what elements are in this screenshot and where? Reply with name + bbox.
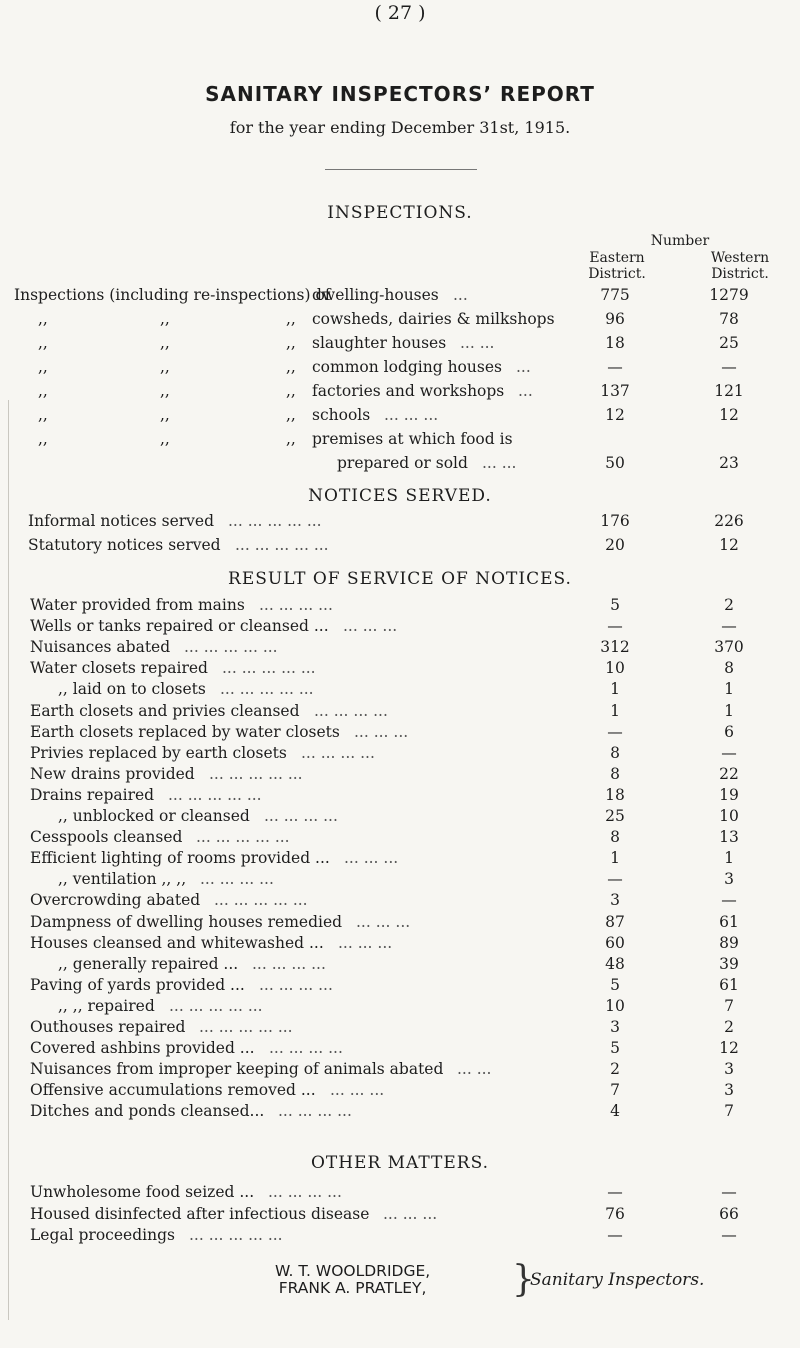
western-value: — xyxy=(721,1183,737,1201)
western-value: 1 xyxy=(724,849,734,868)
ditto-mark: ,, xyxy=(286,382,296,400)
row-label: Unwholesome food seized ... xyxy=(30,1183,255,1201)
eastern-value: — xyxy=(607,358,623,376)
leader-dots: ... ... ... ... xyxy=(268,1183,342,1201)
eastern-district-header xyxy=(572,250,662,282)
row-label: ,, laid on to closets xyxy=(58,680,206,699)
ditto-mark: ,, xyxy=(286,406,296,424)
table-row xyxy=(0,310,800,336)
inspections-heading: INSPECTIONS. xyxy=(327,203,473,223)
western-value: 39 xyxy=(719,954,739,973)
western-value: 10 xyxy=(719,807,739,825)
row-label: schools xyxy=(312,406,371,424)
leader-dots: ... ... ... ... xyxy=(259,596,333,614)
row-label: premises at which food is xyxy=(312,430,513,448)
eastern-value: 137 xyxy=(600,382,630,400)
table-row xyxy=(0,430,800,456)
leader-dots: ... ... ... ... ... xyxy=(222,659,316,678)
eastern-value: 2 xyxy=(610,1060,620,1079)
ditto-mark: ,, xyxy=(160,310,170,328)
leader-dots: ... ... ... ... xyxy=(301,743,375,762)
eastern-header-line2: District. xyxy=(588,266,646,282)
row-label: Offensive accumulations removed ... xyxy=(30,1081,316,1100)
leader-dots: ... ... ... xyxy=(384,406,439,424)
leader-dots: ... ... ... ... xyxy=(269,1039,343,1058)
row-label: Earth closets replaced by water closets xyxy=(30,722,340,741)
western-value: 370 xyxy=(714,638,744,657)
leader-dots: ... ... ... ... ... xyxy=(184,638,278,657)
row-label: prepared or sold xyxy=(337,454,468,472)
other-matters-heading: OTHER MATTERS. xyxy=(310,1153,490,1173)
table-row xyxy=(0,406,800,432)
leader-dots: ... xyxy=(518,382,533,400)
leader-dots: ... ... ... ... ... xyxy=(199,1018,293,1036)
western-value: 3 xyxy=(724,870,734,889)
western-value: 2 xyxy=(724,1018,734,1036)
row-label: Houses cleansed and whitewashed ... xyxy=(30,933,324,952)
eastern-value: 25 xyxy=(605,807,625,825)
western-value: 13 xyxy=(719,828,739,847)
leader-dots: ... ... xyxy=(457,1060,492,1079)
signatory-name: W. T. WOOLDRIDGE, xyxy=(275,1262,431,1280)
ditto-mark: ,, xyxy=(38,430,48,448)
western-value: 7 xyxy=(724,996,734,1015)
eastern-value: — xyxy=(607,1183,623,1201)
ditto-mark: ,, xyxy=(38,358,48,376)
row-label: Paving of yards provided ... xyxy=(30,975,245,994)
western-value: 23 xyxy=(719,454,739,472)
eastern-value: — xyxy=(607,1226,623,1244)
western-value: 1 xyxy=(724,701,734,720)
row-label: ,, unblocked or cleansed xyxy=(58,807,250,825)
western-value: — xyxy=(721,358,737,376)
leader-dots: ... xyxy=(516,358,531,376)
eastern-value: 8 xyxy=(610,764,620,783)
ditto-mark: ,, xyxy=(160,358,170,376)
leader-dots: ... ... ... ... ... xyxy=(228,512,322,530)
row-label: dwelling-houses xyxy=(312,286,439,304)
eastern-value: 18 xyxy=(605,785,625,804)
eastern-value: 8 xyxy=(610,828,620,847)
western-value: 61 xyxy=(719,975,739,994)
row-label: Efficient lighting of rooms provided ... xyxy=(30,849,330,868)
title-rule xyxy=(325,169,477,170)
row-label: cowsheds, dairies & milkshops xyxy=(312,310,555,328)
inspections-prefix: Inspections (including re-inspections) of xyxy=(14,286,331,304)
eastern-value: 4 xyxy=(610,1102,620,1121)
leader-dots: ... ... ... xyxy=(343,617,398,636)
eastern-value: 10 xyxy=(605,996,625,1015)
eastern-value: — xyxy=(607,617,623,636)
ditto-mark: ,, xyxy=(286,310,296,328)
leader-dots: ... ... xyxy=(460,334,495,352)
western-value: 78 xyxy=(719,310,739,328)
results-heading: RESULT OF SERVICE OF NOTICES. xyxy=(228,569,572,589)
row-label: Housed disinfected after infectious disease xyxy=(30,1204,370,1223)
ditto-mark: ,, xyxy=(38,334,48,352)
row-label: Nuisances abated xyxy=(30,638,171,657)
eastern-value: 50 xyxy=(605,454,625,472)
leader-dots: ... ... ... ... xyxy=(264,807,338,825)
eastern-value: 5 xyxy=(610,596,620,614)
ditto-mark: ,, xyxy=(160,406,170,424)
row-label: Covered ashbins provided ... xyxy=(30,1039,255,1058)
table-row xyxy=(0,1226,800,1252)
western-value: 89 xyxy=(719,933,739,952)
eastern-value: 3 xyxy=(610,891,620,910)
signatories xyxy=(275,1263,430,1297)
western-value: 66 xyxy=(719,1204,739,1223)
leader-dots: ... xyxy=(453,286,468,304)
report-subtitle: for the year ending December 31st, 1915. xyxy=(229,118,571,137)
row-label: Legal proceedings xyxy=(30,1226,175,1244)
ditto-mark: ,, xyxy=(38,406,48,424)
leader-dots: ... ... ... xyxy=(356,912,411,931)
table-row xyxy=(0,536,800,562)
ditto-mark: ,, xyxy=(286,334,296,352)
row-label: Privies replaced by earth closets xyxy=(30,743,287,762)
leader-dots: ... ... ... ... ... xyxy=(189,1226,283,1244)
eastern-value: 5 xyxy=(610,1039,620,1058)
signatory-name: FRANK A. PRATLEY, xyxy=(278,1279,427,1297)
leader-dots: ... ... ... xyxy=(330,1081,385,1100)
western-value: 22 xyxy=(719,764,739,783)
table-row xyxy=(0,358,800,384)
eastern-header-line1: Eastern xyxy=(589,250,645,266)
eastern-value: 10 xyxy=(605,659,625,678)
table-row xyxy=(0,512,800,538)
row-label: Overcrowding abated xyxy=(30,891,201,910)
western-value: 226 xyxy=(714,512,744,530)
leader-dots: ... ... ... ... xyxy=(252,954,326,973)
western-value: 3 xyxy=(724,1081,734,1100)
row-label: Water closets repaired xyxy=(30,659,208,678)
row-label: New drains provided xyxy=(30,764,195,783)
eastern-value: — xyxy=(607,870,623,889)
row-label: Outhouses repaired xyxy=(30,1018,186,1036)
row-label: ,, ,, repaired xyxy=(58,996,155,1015)
eastern-value: 48 xyxy=(605,954,625,973)
row-label: Cesspools cleansed xyxy=(30,828,183,847)
ditto-mark: ,, xyxy=(286,358,296,376)
eastern-value: 76 xyxy=(605,1204,625,1223)
ditto-mark: ,, xyxy=(160,430,170,448)
leader-dots: ... ... ... ... ... xyxy=(196,828,290,847)
eastern-value: 1 xyxy=(610,849,620,868)
western-header-line2: District. xyxy=(711,266,769,282)
leader-dots: ... ... ... xyxy=(354,722,409,741)
page-number: ( 27 ) xyxy=(374,2,426,24)
leader-dots: ... ... ... ... ... xyxy=(168,785,262,804)
ditto-mark: ,, xyxy=(160,334,170,352)
row-label: ,, generally repaired ... xyxy=(58,954,239,973)
eastern-value: 775 xyxy=(600,286,630,304)
leader-dots: ... ... ... xyxy=(344,849,399,868)
leader-dots: ... ... ... xyxy=(338,933,393,952)
table-row xyxy=(0,334,800,360)
western-value: 6 xyxy=(724,722,734,741)
row-label: Wells or tanks repaired or cleansed ... xyxy=(30,617,329,636)
leader-dots: ... ... ... ... xyxy=(278,1102,352,1121)
row-label: Informal notices served xyxy=(28,512,215,530)
western-value: 19 xyxy=(719,785,739,804)
table-row xyxy=(0,1102,800,1128)
western-value: 25 xyxy=(719,334,739,352)
row-label: Nuisances from improper keeping of animals abated xyxy=(30,1060,444,1079)
signatory-role: Sanitary Inspectors. xyxy=(530,1270,705,1290)
leader-dots: ... ... ... ... ... xyxy=(235,536,329,554)
western-value: 12 xyxy=(719,536,739,554)
row-label: Drains repaired xyxy=(30,785,155,804)
western-value: 2 xyxy=(724,596,734,614)
leader-dots: ... ... ... ... ... xyxy=(220,680,314,699)
western-value: 12 xyxy=(719,1039,739,1058)
table-row xyxy=(0,382,800,408)
table-row xyxy=(0,286,800,312)
leader-dots: ... ... ... ... xyxy=(259,975,333,994)
row-label: Earth closets and privies cleansed xyxy=(30,701,300,720)
western-value: 8 xyxy=(724,659,734,678)
row-label: factories and workshops xyxy=(312,382,505,400)
leader-dots: ... ... xyxy=(482,454,517,472)
ditto-mark: ,, xyxy=(160,382,170,400)
western-value: — xyxy=(721,617,737,636)
eastern-value: 18 xyxy=(605,334,625,352)
eastern-value: 60 xyxy=(605,933,625,952)
eastern-value: 1 xyxy=(610,701,620,720)
eastern-value: 1 xyxy=(610,680,620,699)
table-row xyxy=(0,454,800,480)
number-header: Number xyxy=(650,233,710,249)
western-value: — xyxy=(721,891,737,910)
row-label: common lodging houses xyxy=(312,358,502,376)
leader-dots: ... ... ... ... xyxy=(200,870,274,889)
eastern-value: 12 xyxy=(605,406,625,424)
western-value: 7 xyxy=(724,1102,734,1121)
row-label: Dampness of dwelling houses remedied xyxy=(30,912,343,931)
western-value: 121 xyxy=(714,382,744,400)
row-label: Water provided from mains xyxy=(30,596,245,614)
brace-glyph: } xyxy=(512,1259,535,1300)
eastern-value: — xyxy=(607,722,623,741)
eastern-value: 312 xyxy=(600,638,630,657)
western-value: 1279 xyxy=(709,286,749,304)
eastern-value: 96 xyxy=(605,310,625,328)
eastern-value: 7 xyxy=(610,1081,620,1100)
western-value: 3 xyxy=(724,1060,734,1079)
western-value: 1 xyxy=(724,680,734,699)
eastern-value: 176 xyxy=(600,512,630,530)
row-label: Ditches and ponds cleansed... xyxy=(30,1102,265,1121)
ditto-mark: ,, xyxy=(286,430,296,448)
western-value: 12 xyxy=(719,406,739,424)
row-label: ,, ventilation ,, ,, xyxy=(58,870,187,889)
leader-dots: ... ... ... ... ... xyxy=(209,764,303,783)
leader-dots: ... ... ... ... xyxy=(314,701,388,720)
ditto-mark: ,, xyxy=(38,310,48,328)
eastern-value: 3 xyxy=(610,1018,620,1036)
eastern-value: 87 xyxy=(605,912,625,931)
western-district-header xyxy=(690,250,790,282)
western-value: — xyxy=(721,743,737,762)
western-value: — xyxy=(721,1226,737,1244)
leader-dots: ... ... ... ... ... xyxy=(214,891,308,910)
western-value: 61 xyxy=(719,912,739,931)
ditto-mark: ,, xyxy=(38,382,48,400)
notices-heading: NOTICES SERVED. xyxy=(308,486,492,506)
leader-dots: ... ... ... ... ... xyxy=(169,996,263,1015)
eastern-value: 20 xyxy=(605,536,625,554)
report-title: SANITARY INSPECTORS’ REPORT xyxy=(205,82,595,106)
row-label: slaughter houses xyxy=(312,334,447,352)
western-header-line1: Western xyxy=(710,250,770,266)
row-label: Statutory notices served xyxy=(28,536,221,554)
eastern-value: 5 xyxy=(610,975,620,994)
leader-dots: ... ... ... xyxy=(383,1204,438,1223)
eastern-value: 8 xyxy=(610,743,620,762)
